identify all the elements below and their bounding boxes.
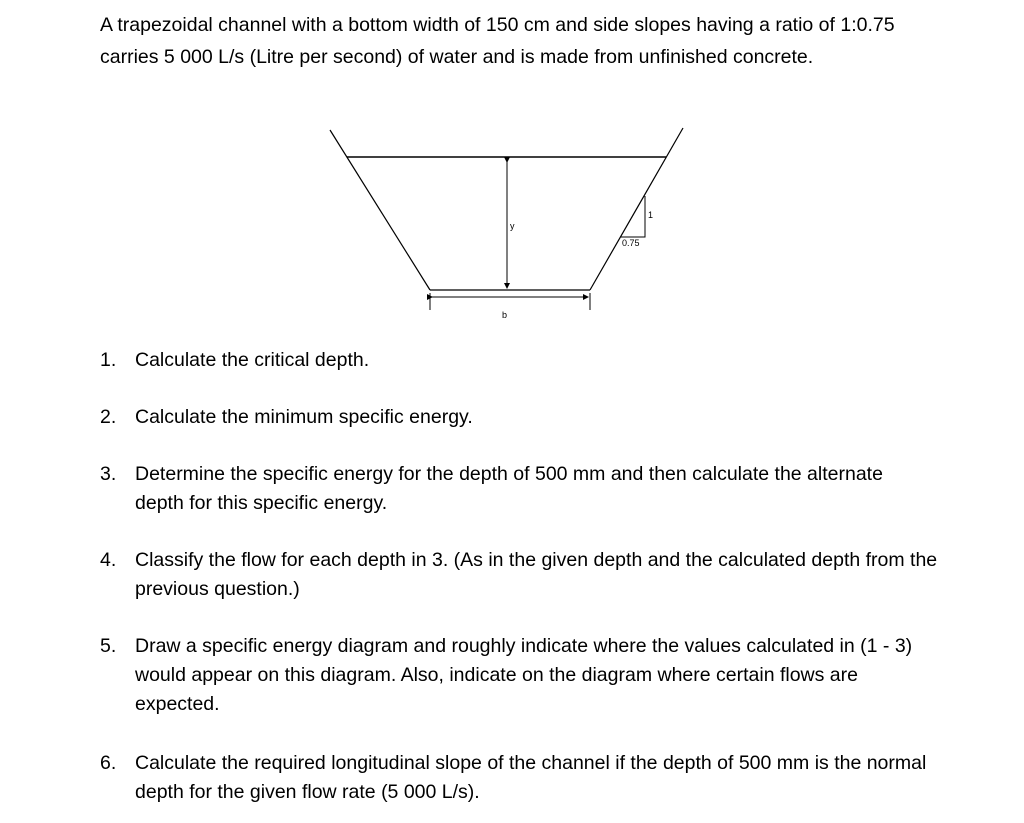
slope-rise-label: 1 xyxy=(648,210,654,220)
depth-label: y xyxy=(510,221,515,231)
question-text: Determine the specific energy for the depth of 500 mm and then calculate the alternate depth for this specific energy. xyxy=(135,463,883,514)
question-number: 2. xyxy=(100,406,117,428)
question-2 xyxy=(100,403,960,432)
question-number: 5. xyxy=(100,635,117,657)
question-text: Calculate the critical depth. xyxy=(135,349,370,371)
problem-statement: A trapezoidal channel with a bottom width of 150 cm and side slopes having a ratio of 1:0.75 carries 5 000 L/s (Litre per second) of water and is made from unfinished concrete. xyxy=(100,14,895,68)
question-3 xyxy=(100,460,900,518)
question-text: Calculate the required longitudinal slope of the channel if the depth of 500 mm is the normal depth for the given flow rate (5 000 L/s). xyxy=(135,752,927,803)
question-6 xyxy=(100,749,970,807)
question-number: 1. xyxy=(100,349,117,371)
question-number: 3. xyxy=(100,463,117,485)
right-wall-line xyxy=(590,128,683,290)
slope-run-label: 0.75 xyxy=(622,238,640,248)
question-text: Classify the flow for each depth in 3. (As in the given depth and the calculated depth from the previous question.) xyxy=(135,549,938,600)
question-text: Draw a specific energy diagram and roughly indicate where the values calculated in (1 - 3) would appear on this diagram. Also, indicate on the diagram where certain flows are expected. xyxy=(135,635,913,715)
question-text: Calculate the minimum specific energy. xyxy=(135,406,473,428)
width-label: b xyxy=(502,310,508,320)
question-5 xyxy=(100,632,940,719)
question-4 xyxy=(100,546,950,604)
question-number: 4. xyxy=(100,549,117,571)
left-wall-line xyxy=(330,130,430,290)
question-1 xyxy=(100,346,960,375)
question-number: 6. xyxy=(100,752,117,774)
